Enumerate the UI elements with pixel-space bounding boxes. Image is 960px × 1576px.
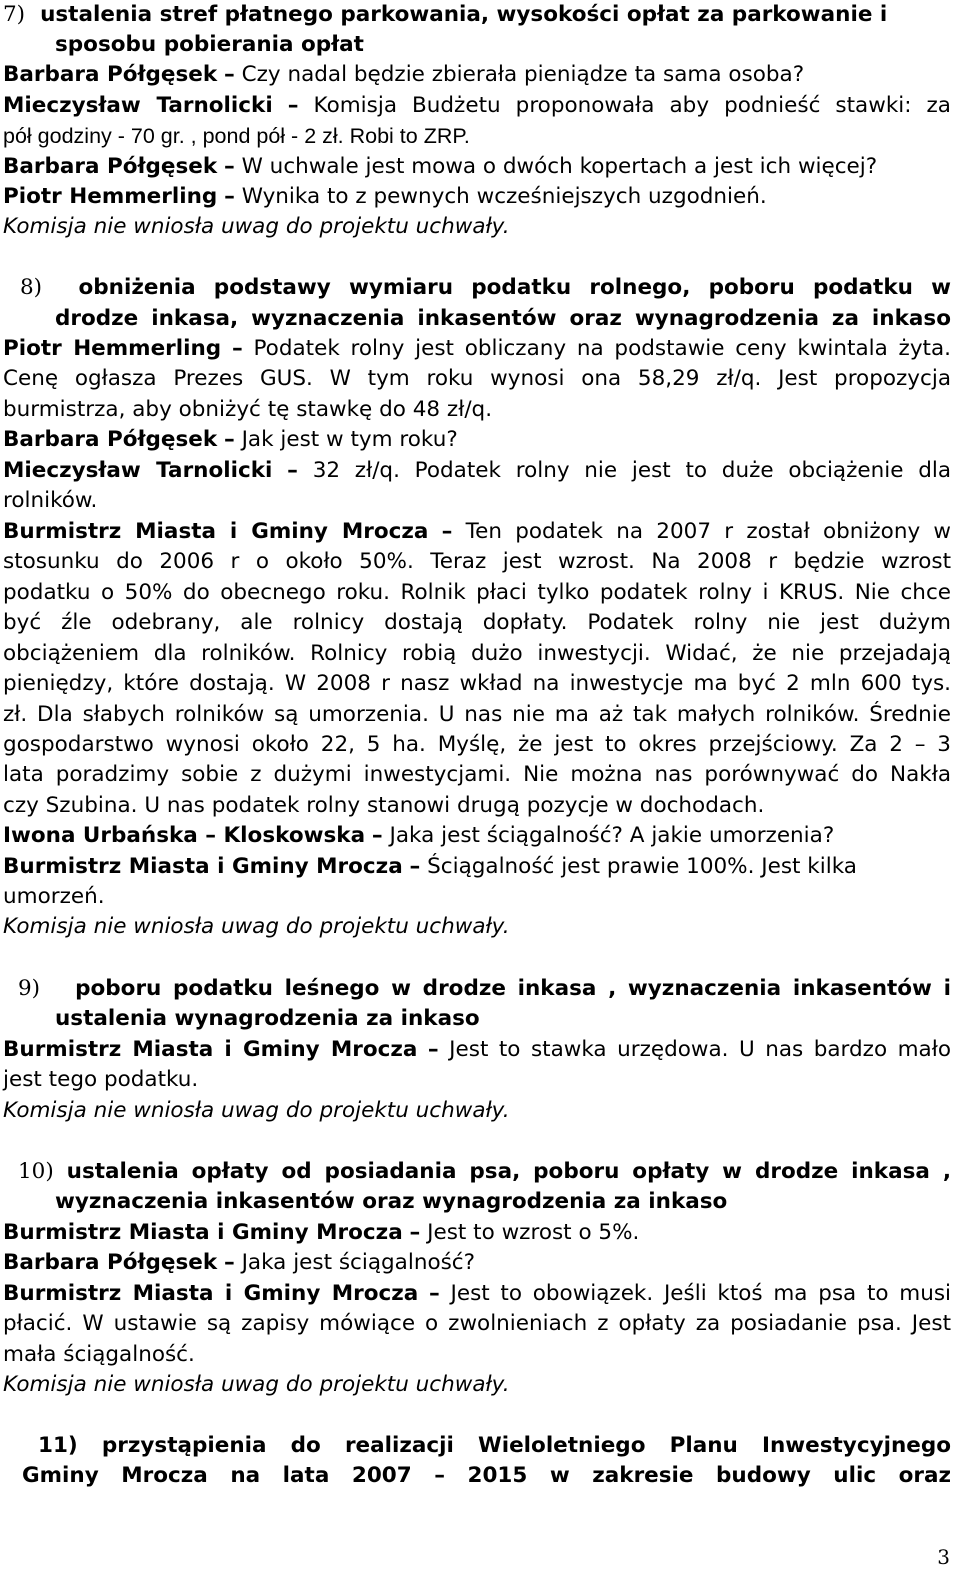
speech-line: burmistrza, aby obniżyć tę stawkę do 48 zł/q. [3, 397, 493, 422]
section-11-heading-cont: Gminy Mrocza na lata 2007 – 2015 w zakresie budowy ulic oraz [22, 1463, 951, 1488]
speaker-name: Burmistrz Miasta i Gminy Mrocza [3, 519, 429, 544]
speech-line: Barbara Półgęsek – Jak jest w tym roku? [3, 427, 458, 452]
speech-line: Iwona Urbańska – Kloskowska – Jaka jest ściągalność? A jakie umorzenia? [3, 823, 835, 848]
section-8-heading-cont: drodze inkasa, wyznaczenia inkasentów oraz wynagrodzenia za inkaso [55, 306, 951, 331]
speech-line: stosunku do 2006 r o około 50%. Teraz jest wzrost. Na 2008 r będzie wzrost [3, 549, 951, 574]
speaker-name: Iwona Urbańska – Kloskowska [3, 823, 366, 848]
speech-line: gospodarstwo wynosi około 22, 5 ha. Myślę, że jest to okres przejściowy. Za 2 – 3 [3, 732, 951, 757]
speech-line: Mieczysław Tarnolicki – 32 zł/q. Podatek rolny nie jest to duże obciążenie dla [3, 458, 951, 483]
speaker-name: Burmistrz Miasta i Gminy Mrocza [3, 1220, 403, 1245]
speech-line: podatku o 50% do obecnego roku. Rolnik płaci tylko podatek rolny i KRUS. Nie chce [3, 580, 951, 605]
section-number: 7) [3, 2, 26, 27]
section-8-heading: 8) obniżenia podstawy wymiaru podatku rolnego, poboru podatku w [20, 275, 951, 300]
section-7-heading-cont: sposobu pobierania opłat [55, 32, 364, 57]
speech-line: Burmistrz Miasta i Gminy Mrocza – Jest to stawka urzędowa. U nas bardzo mało [3, 1037, 951, 1062]
speech-line: czy Szubina. U nas podatek rolny stanowi drugą pozycje w dochodach. [3, 793, 765, 818]
section-7-heading: 7) ustalenia stref płatnego parkowania, wysokości opłat za parkowanie i [3, 2, 888, 27]
speech-line: rolników. [3, 488, 98, 513]
speaker-name: Burmistrz Miasta i Gminy Mrocza [3, 1037, 418, 1062]
section-11-heading: 11) przystąpienia do realizacji Wieloletniego Planu Inwestycyjnego [38, 1433, 951, 1458]
section-number: 9) [18, 976, 41, 1001]
speaker-name: Barbara Półgęsek [3, 154, 218, 179]
speech-line: umorzeń. [3, 884, 105, 909]
speech-line: być źle odebrany, ale rolnicy dostają dopłaty. Podatek rolny nie jest dużym [3, 610, 951, 635]
section-9-heading: 9) poboru podatku leśnego w drodze inkasa , wyznaczenia inkasentów i [18, 976, 951, 1001]
section-10-heading-cont: wyznaczenia inkasentów oraz wynagrodzenia za inkaso [55, 1189, 728, 1214]
speech-line: Barbara Półgęsek – Czy nadal będzie zbierała pieniądze ta sama osoba? [3, 62, 805, 87]
speech-line: Barbara Półgęsek – W uchwale jest mowa o dwóch kopertach a jest ich więcej? [3, 154, 878, 179]
speaker-name: Mieczysław Tarnolicki [3, 458, 273, 483]
speaker-name: Piotr Hemmerling [3, 336, 222, 361]
speech-line: jest tego podatku. [3, 1067, 199, 1092]
committee-note: Komisja nie wniosła uwag do projektu uchwały. [3, 914, 510, 939]
speech-line: Piotr Hemmerling – Wynika to z pewnych wcześniejszych uzgodnień. [3, 184, 767, 209]
committee-note: Komisja nie wniosła uwag do projektu uchwały. [3, 214, 510, 239]
committee-note: Komisja nie wniosła uwag do projektu uchwały. [3, 1098, 510, 1123]
section-10-heading: 10) ustalenia opłaty od posiadania psa, poboru opłaty w drodze inkasa , [18, 1159, 951, 1184]
speaker-name: Piotr Hemmerling [3, 184, 218, 209]
speech-line: płacić. W ustawie są zapisy mówiące o zwolnieniach z opłaty za posiadanie psa. Jest [3, 1311, 951, 1336]
speaker-name: Mieczysław Tarnolicki [3, 93, 273, 118]
speech-line: Burmistrz Miasta i Gminy Mrocza – Jest to obowiązek. Jeśli ktoś ma psa to musi [3, 1281, 952, 1306]
speech-line: Burmistrz Miasta i Gminy Mrocza – Ten podatek na 2007 r został obniżony w [3, 519, 952, 544]
speech-line: obciążeniem dla rolników. Rolnicy robią dużo inwestycji. Widać, że nie przejadają [3, 641, 951, 666]
speaker-name: Barbara Półgęsek [3, 1250, 218, 1275]
section-9-heading-cont: ustalenia wynagrodzenia za inkaso [55, 1006, 480, 1031]
committee-note: Komisja nie wniosła uwag do projektu uchwały. [3, 1372, 510, 1397]
speech-line: Piotr Hemmerling – Podatek rolny jest obliczany na podstawie ceny kwintala żyta. [3, 336, 951, 361]
speech-line: zł. Dla słabych rolników są umorzenia. U nas nie ma aż tak małych rolników. Średnie [3, 702, 951, 727]
speech-line: pieniędzy, które dostają. W 2008 r nasz wkład na inwestycje ma być 2 mln 600 tys. [3, 671, 951, 696]
section-number: 8) [20, 275, 43, 300]
speaker-name: Burmistrz Miasta i Gminy Mrocza [3, 1281, 419, 1306]
speech-line: Mieczysław Tarnolicki – Komisja Budżetu proponowała aby podnieść stawki: za [3, 93, 951, 118]
speaker-name: Barbara Półgęsek [3, 62, 218, 87]
speech-line: mała ściągalność. [3, 1342, 195, 1367]
speaker-name: Barbara Półgęsek [3, 427, 218, 452]
speaker-name: Burmistrz Miasta i Gminy Mrocza [3, 854, 403, 879]
section-number: 10) [18, 1159, 54, 1184]
speech-line: Barbara Półgęsek – Jaka jest ściągalność? [3, 1250, 476, 1275]
speech-line: Burmistrz Miasta i Gminy Mrocza – Ściągalność jest prawie 100%. Jest kilka [3, 854, 857, 879]
page-number: 3 [937, 1545, 950, 1569]
speech-line: lata poradzimy sobie z dużymi inwestycjami. Nie można nas porównywać do Nakła [3, 762, 951, 787]
speech-line: Burmistrz Miasta i Gminy Mrocza – Jest to wzrost o 5%. [3, 1220, 640, 1245]
speech-line: Cenę ogłasza Prezes GUS. W tym roku wynosi ona 58,29 zł/q. Jest propozycja [3, 366, 951, 391]
speech-line: pół godziny - 70 gr. , pond pół - 2 zł. Robi to ZRP. [3, 124, 470, 148]
